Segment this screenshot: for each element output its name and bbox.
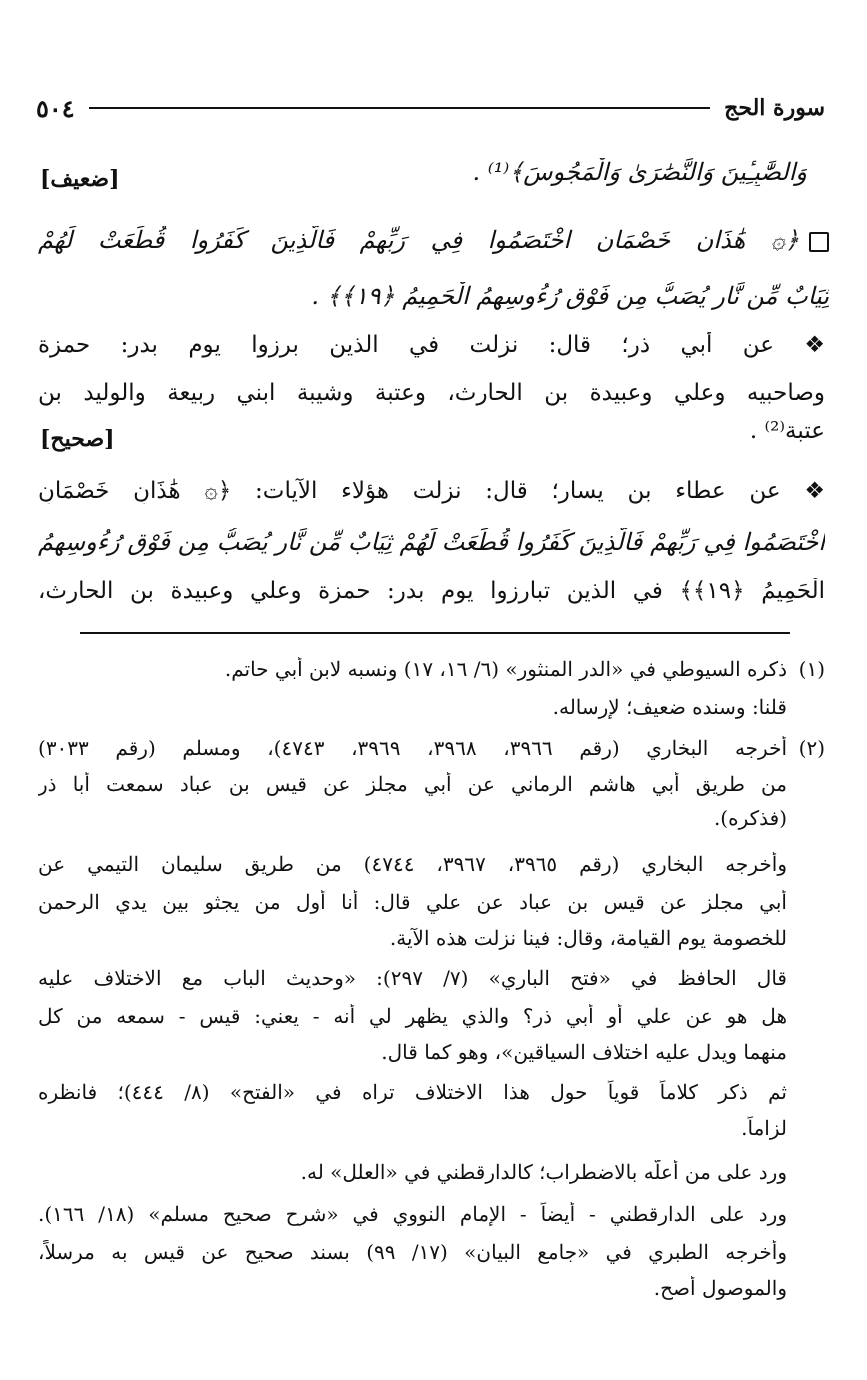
footnote-line: لزاماً. [741,1116,787,1140]
footnote-line: أبي مجلز عن قيس بن عباد عن علي قال: أنا أول من يجثو بين يدي الرحمن [38,890,787,914]
footnote-line: وأخرجه البخاري (رقم ٣٩٦٥، ٣٩٦٧، ٤٧٤٤) من طريق سليمان التيمي عن [38,852,787,876]
hadith-line: عتبة⁽²⁾ . [749,418,825,444]
verse-line-text: ﴿۞ هَٰذَانِ خَصْمَانِ اخْتَصَمُوا فِي رَبِّهِمْ فَالَّذِينَ كَفَرُوا قُطِّعَتْ لَهُمْ [38,226,799,254]
page-number: ٥٠٤ [36,93,75,123]
footnote-line: منهما ويدل عليه اختلاف السياقين»، وهو كما قال. [381,1040,787,1064]
verse-continuation: وَالصَّٰبِـِٔينَ وَالنَّصَٰرَىٰ وَالْمَجُوسَ﴾⁽¹⁾ . [472,158,807,186]
footnote-line: ذكره السيوطي في «الدر المنثور» (٦/ ١٦، ١٧) ونسبه لابن أبي حاتم. [224,657,787,681]
footnote-line: قال الحافظ في «فتح الباري» (٧/ ٢٩٧): «وحديث الباب مع الاختلاف عليه [38,966,787,990]
surah-title: سورة الحج [724,95,825,121]
verse-line: ثِيَابٌ مِّن نَّارٍ يُصَبُّ مِن فَوْقِ رُءُوسِهِمُ الْحَمِيمُ ﴿١٩﴾﴾ . [311,282,829,310]
square-bullet-icon [809,232,829,252]
footnote-line: هل هو عن علي أو أبي ذر؟ والذي يظهر لي أنه - يعني: قيس - سمعه من كل [38,1004,787,1028]
footnote-line: (فذكره). [713,806,787,830]
footnote-line: ثم ذكر كلاماً قوياً حول هذا الاختلاف تراه في «الفتح» (٨/ ٤٤٤)؛ فانظره [38,1080,787,1104]
footnote-line: والموصول أصح. [653,1276,787,1300]
footnote-line: أخرجه البخاري (رقم ٣٩٦٦، ٣٩٦٨، ٣٩٦٩، ٤٧٤٣)، ومسلم (رقم ٣٠٣٣) [38,736,787,760]
footnote-line: ورد على الدارقطني - أيضاً - الإمام النووي في «شرح صحيح مسلم» (١٨/ ١٦٦). [38,1202,787,1226]
footnote-separator [80,632,790,634]
footnote-line: وأخرجه الطبري في «جامع البيان» (١٧/ ٩٩) بسند صحيح عن قيس به مرسلاً، [38,1240,787,1264]
footnote-line: ورد على من أعلّه بالاضطراب؛ كالدارقطني في «العلل» له. [300,1160,787,1184]
footnote-line: قلنا: وسنده ضعيف؛ لإرساله. [552,695,787,719]
page-header [36,88,825,128]
hadith-line: الْحَمِيمُ ﴿١٩﴾﴾ في الذين تبارزوا يوم بدر: حمزة وعلي وعبيدة بن الحارث، [38,578,825,604]
footnote-number: (١) [798,657,825,681]
footnote-line: للخصومة يوم القيامة، وقال: فينا نزلت هذه الآية. [389,926,787,950]
hadith-line: اخْتَصَمُوا فِي رَبِّهِمْ فَالَّذِينَ كَفَرُوا قُطِّعَتْ لَهُمْ ثِيَابٌ مِّن نَّارٍ يُصَبُّ مِن فَوْقِ رُءُوسِهِمُ [38,528,825,556]
verse-line [38,226,829,254]
hadith-line: ❖ عن أبي ذر؛ قال: نزلت في الذين برزوا يوم بدر: حمزة [38,332,825,358]
grade-label-authentic: [صحيح] [40,426,115,452]
header-rule [89,107,711,109]
grade-label-weak: [ضعيف] [40,166,120,192]
hadith-line: وصاحبيه وعلي وعبيدة بن الحارث، وعتبة وشيبة ابني ربيعة والوليد بن [38,380,825,406]
hadith-line: ❖ عن عطاء بن يسار؛ قال: نزلت هؤلاء الآيات: ﴿۞ هَٰذَانِ خَصْمَانِ [38,478,825,504]
footnote-line: من طريق أبي هاشم الرماني عن أبي مجلز عن قيس بن عباد سمعت أبا ذر [38,772,787,796]
footnote-number: (٢) [798,736,825,760]
